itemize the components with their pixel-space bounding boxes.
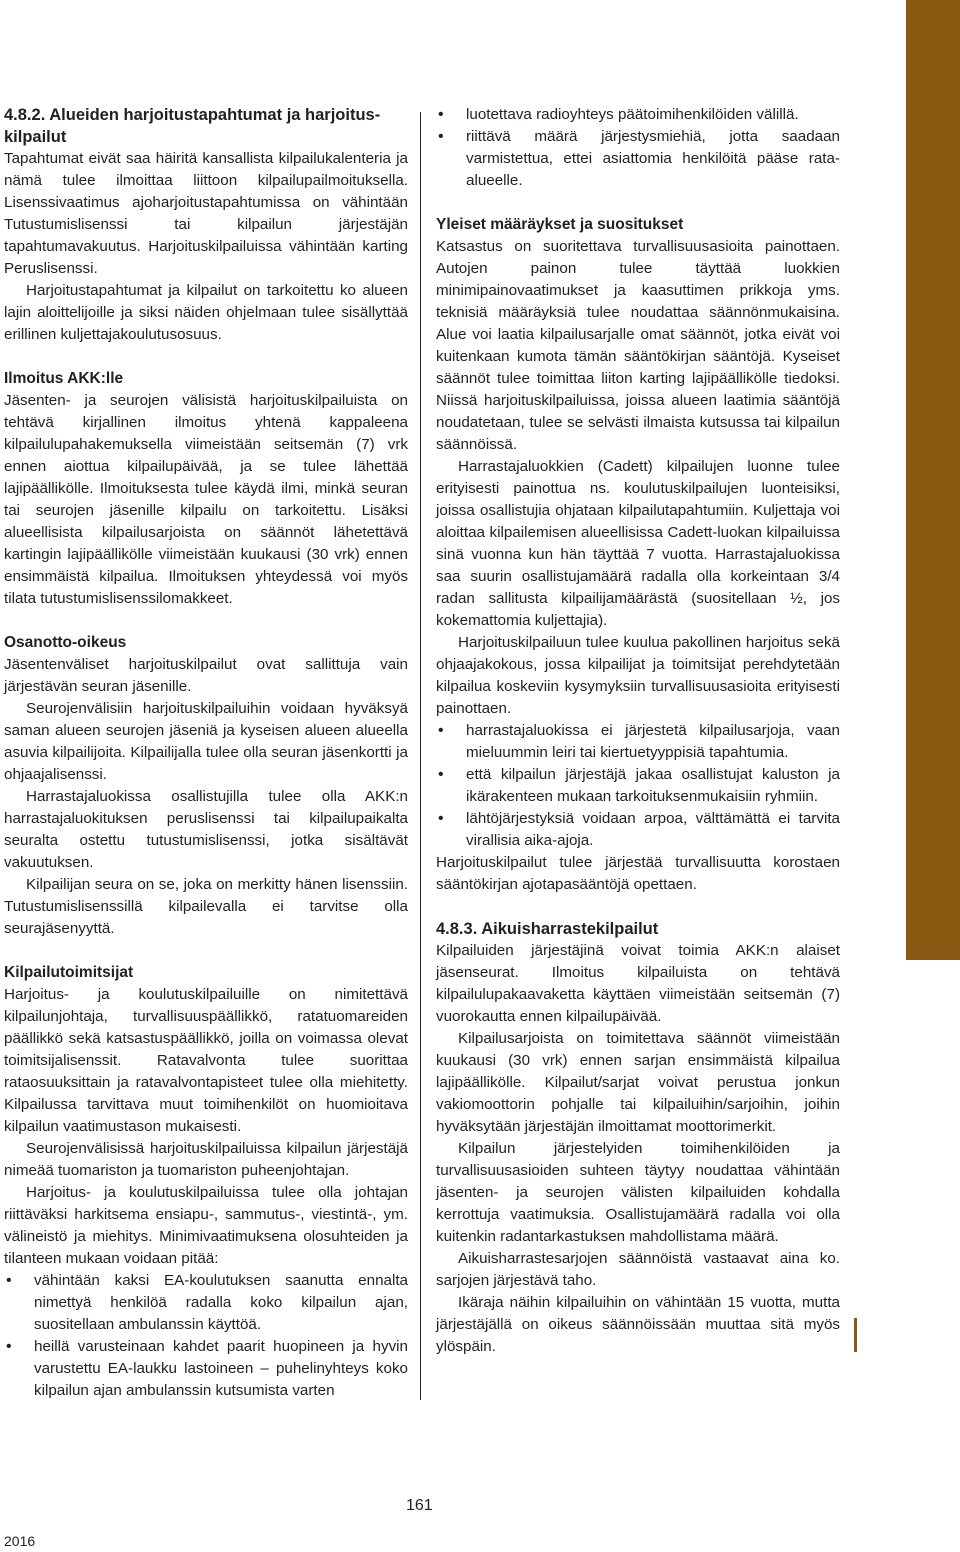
toimitsijat-heading: Kilpailutoimitsijat <box>4 964 134 981</box>
aikuis-paragraph-1: Kilpailuiden järjestäjinä voivat toimia AKK:n alaiset jäsenseurat. Ilmoitus kilpailuista on tehtävä kilpailulupakaavaketta käyttäen viimeistään seitsemän (7) vuorokautta ennen kilpailupäivää. <box>436 942 840 1025</box>
toimitsijat-paragraph-1: Harjoitus- ja koulutuskilpailuille on nimitettävä kilpailunjohtaja, turvallisuuspäällikkö, ratatuomareiden päällikkö sekä katsastuspäällikkö, joilla on voimassa olevat toimitsijalisenssit. Ratavalvonta tulee suorittaa rataosuuksittain ja ratavalvontapisteet tulee olla miehitetty. Kilpailussa tarvittava muut toimihenkilöt on huomioitava kilpailun vaatimustason mukaisesti. <box>4 986 408 1135</box>
aikuis-paragraph-2: Kilpailusarjoista on toimitettava säännöt viimeistään kuukausi (30 vrk) ennen sarjan ensimmäistä kilpailua lajipäällikölle. Kilpailut/sarjat voivat perustua jonkun vakiomoottorin pohjalle tai kilpailuihin/sarjoihin, joihin hyväksytään järjestäjän ilmoittamat moottorimerkit. <box>436 1030 840 1135</box>
aikuis-paragraph-3: Kilpailun järjestelyiden toimihenkilöiden ja turvallisuusasioiden suhteen täytyy noudattaa vähintään jäsenten- ja seurojen välisten kilpailuiden kohdalla kerrottuja vaatimuksia. Osallistujamäärä radalla voi olla kuitenkin radantarkastuksen mahdollistama määrä. <box>436 1140 840 1245</box>
akk-paragraph: Jäsenten- ja seurojen välisistä harjoituskilpailuista on tehtävä kirjallinen ilmoitus yhtenä kappaleena kilpailulupahakemuksella viimeistään seitsemän (7) vrk ennen aiottua kilpailupäivää, ja se tulee lähettää lajipäällikölle. Ilmoituksesta tulee käydä ilmi, minkä seuran tai seurojen jäsenille kilpailu on tarkoitettu. Lisäksi alueellisista kilpailusarjoista on säännöt lähetettävä kartingin lajipäällikölle viimeistään kuukausi (30 vrk) ennen ensimmäistä kilpailua. Ilmoituksen yhteydessä voi myös tilata tutustumislisenssilomakkeet. <box>4 392 408 607</box>
aikuis-paragraph-4: Aikuisharrastesarjojen säännöistä vastaavat aina ko. sarjojen järjestävä taho. <box>436 1250 840 1289</box>
list-item: • heillä varusteinaan kahdet paarit huopineen ja hyvin varustettu EA-laukku lastoineen – puhelinyhteys koko kilpailun ajan ambulanssin kutsumista varten <box>4 1336 408 1402</box>
yleiset-paragraph-4: Harjoituskilpailut tulee järjestää turvallisuutta korostaen sääntökirjan ajotapasääntöjä opettaen. <box>436 854 840 893</box>
list-item: • vähintään kaksi EA-koulutuksen saanutta ennalta nimettyä henkilöä radalla koko kilpailun ajan, suositellaan ambulanssin käyttöä. <box>4 1270 408 1336</box>
yleiset-paragraph-2: Harrastajaluokkien (Cadett) kilpailujen luonne tulee erityisesti painottua ns. koulutuskilpailujen luonteisiksi, joissa osallistujia ohjataan kilpailutapahtumiin. Kuljettaja voi aloittaa kilpailemisen alueellisissa Cadett-luokan kilpailuissa sinä vuonna kun hän täyttää 7 vuotta. Harrastajaluokissa saa suurin osallistujamäärä radalla olla korkeintaan 3/4 radan sallitusta kilpailijamäärästä (suositellaan ½, jos kokemattomia kuljettajia). <box>436 458 840 629</box>
right-column <box>436 104 840 1358</box>
list-item: • lähtöjärjestyksiä voidaan arpoa, välttämättä ei tarvita virallisia aika-ajoja. <box>436 808 840 852</box>
osanotto-paragraph-3: Harrastajaluokissa osallistujilla tulee olla AKK:n harrastajaluokituksen peruslisenssi tai kilpailupaikalta seuralta ostettu tutustumislisenssi, jotka sisältävät vakuutuksen. <box>4 788 408 871</box>
section-heading-4-8-3: 4.8.3. Aikuisharrastekilpailut <box>436 920 659 938</box>
left-column <box>4 104 408 1402</box>
intro-paragraph: Tapahtumat eivät saa häiritä kansallista kilpailukalenteria ja nämä tulee ilmoittaa liittoon kilpailupailmoituksella. Lisenssivaatimus ajoharjoitustapahtumissa on vähintään Tutustumislisenssi tai kilpailun järjestäjän tapahtumavakuutus. Harjoituskilpailuissa vähintään karting Peruslisenssi. <box>4 150 408 277</box>
osanotto-paragraph-4: Kilpailijan seura on se, joka on merkitty hänen lisenssiin. Tutustumislisenssillä kilpailevalla ei tarvitse olla seurajäsenyyttä. <box>4 876 408 937</box>
list-item: • riittävä määrä järjestysmiehiä, jotta saadaan varmistettua, ettei asiattomia henkilöitä pääse rata-alueelle. <box>436 126 840 192</box>
osanotto-heading: Osanotto-oikeus <box>4 634 127 651</box>
toimitsijat-bullet-list <box>4 1270 408 1402</box>
yleiset-paragraph-3: Harjoituskilpailuun tulee kuulua pakollinen harjoitus sekä ohjaajakokous, jossa kilpailijat ja toimitsijat perehdytetään kilpailua koskeviin kysymyksiin turvallisuusasioita erityisesti painottaen. <box>436 634 840 717</box>
yleiset-paragraph-1: Katsastus on suoritettava turvallisuusasioita painottaen. Autojen painon tulee täyttää luokkien minimipainovaatimukset ja kaasuttimen prikkoja yms. teknisiä määräyksiä tulee noudattaa säännönmukaisina. Alue voi laatia kilpailusarjalle omat säännöt, jotka eivät voi kuitenkaan kumota tämän sääntökirjan sääntöjä. Kyseiset säännöt tulee toimittaa liiton karting lajipäällikölle tiedoksi. Niissä harjoituskilpailuissa, joissa alueen laatimia sääntöjä noudatetaan, tulee se selvästi ilmaista kutsussa tai kilpailun säännöissä. <box>436 238 840 453</box>
toimitsijat-paragraph-2: Seurojenvälisissä harjoituskilpailuissa kilpailun järjestäjä nimeää tuomariston ja tuomariston puheenjohtajan. <box>4 1140 408 1179</box>
toimitsijat-paragraph-3: Harjoitus- ja koulutuskilpailuissa tulee olla johtajan riittäväksi harkitsema ensiapu-, sammutus-, viestintä-, ym. välineistö ja miehitys. Minimivaatimuksena olosuhteiden ja tilanteen mukaan voidaan pitää: <box>4 1184 408 1267</box>
intro-paragraph-2: Harjoitustapahtumat ja kilpailut on tarkoitettu ko alueen lajin aloittelijoille ja siksi näiden ohjelmaan tulee sisällyttää erillinen kuljettajakoulutusosuus. <box>4 282 408 343</box>
section-heading-4-8-2: 4.8.2. Alueiden harjoitustapahtumat ja harjoitus-kilpailut <box>4 106 381 146</box>
list-item: • harrastajaluokissa ei järjestetä kilpailusarjoja, vaan mieluummin leiri tai kiertuetyyppisiä tapahtumia. <box>436 720 840 764</box>
yleiset-bullet-list <box>436 720 840 852</box>
akk-heading: Ilmoitus AKK:lle <box>4 370 124 387</box>
page-year: 2016 <box>4 1533 36 1549</box>
aikuis-paragraph-5: Ikäraja näihin kilpailuihin on vähintään 15 vuotta, mutta järjestäjällä on oikeus säännöissään muuttaa sitä myös ylöspäin. <box>436 1294 840 1355</box>
page-edge-tab <box>906 0 960 960</box>
osanotto-paragraph-1: Jäsentenväliset harjoituskilpailut ovat sallittuja vain järjestävän seuran jäsenille. <box>4 656 408 695</box>
change-marker-bar <box>854 1318 857 1352</box>
list-item: • luotettava radioyhteys päätoimihenkilöiden välillä. <box>436 104 840 126</box>
osanotto-paragraph-2: Seurojenvälisiin harjoituskilpailuihin voidaan hyväksyä saman alueen seurojen jäseniä ja kyseisen alueen alueella asuvia kilpailijoita. Kilpailijalla tulee olla seuran jäsenkortti ja ohjaajalisenssi. <box>4 700 408 783</box>
top-bullet-list <box>436 104 840 192</box>
page-number: 161 <box>406 1497 433 1514</box>
list-item: • että kilpailun järjestäjä jakaa osallistujat kaluston ja ikärakenteen mukaan tarkoituksenmukaisiin ryhmiin. <box>436 764 840 808</box>
column-divider <box>420 112 421 1400</box>
yleiset-heading: Yleiset määräykset ja suositukset <box>436 216 684 233</box>
